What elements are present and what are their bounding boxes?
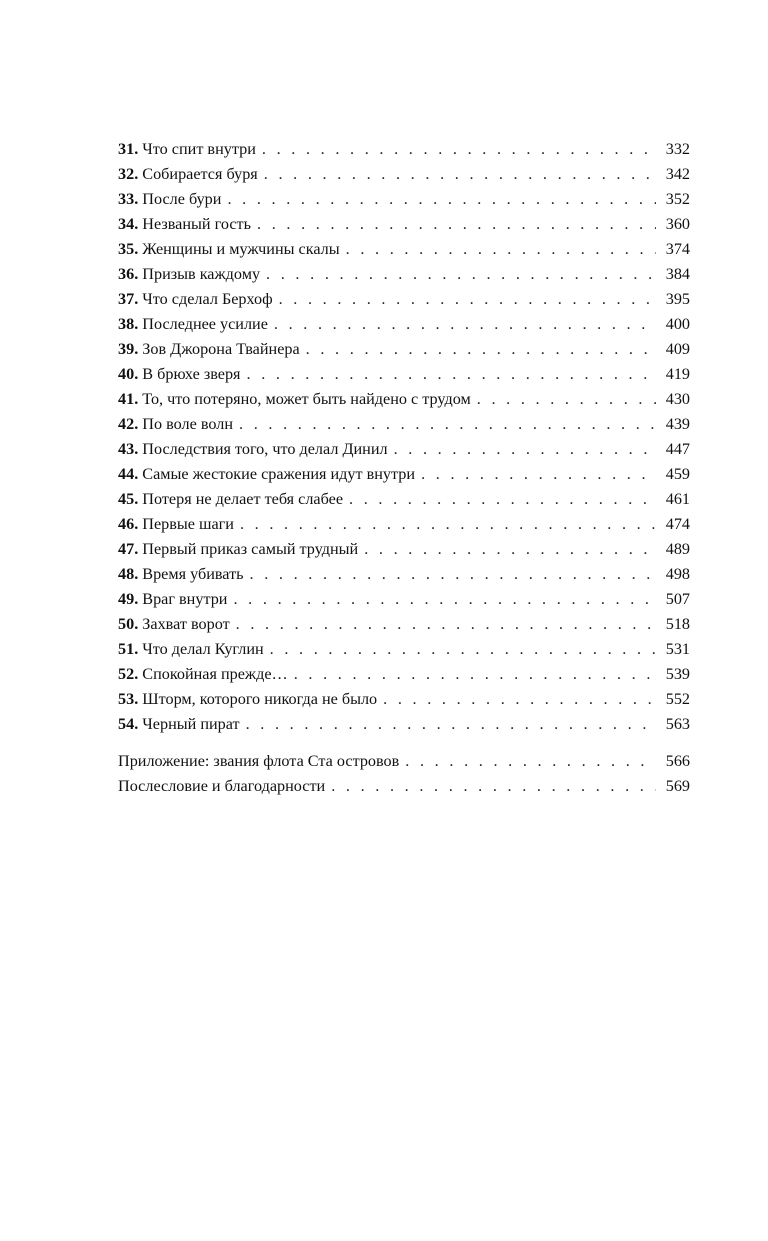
dot-leader bbox=[405, 749, 656, 774]
chapter-title: Женщины и мужчины скалы bbox=[138, 240, 340, 258]
chapter-number: 33. bbox=[118, 190, 139, 208]
dot-leader bbox=[364, 537, 656, 562]
page-number: 384 bbox=[665, 265, 690, 283]
dot-leader bbox=[421, 462, 656, 487]
chapter-number: 35. bbox=[118, 240, 139, 258]
dot-leader bbox=[233, 587, 656, 612]
page-number: 552 bbox=[665, 690, 690, 708]
chapter-title: Первые шаги bbox=[138, 515, 234, 533]
dot-leader bbox=[262, 137, 656, 162]
toc-entry-chapter-41[interactable] bbox=[118, 387, 690, 412]
chapter-number: 42. bbox=[118, 415, 139, 433]
chapter-number: 34. bbox=[118, 215, 139, 233]
toc-entry-chapter-52[interactable] bbox=[118, 662, 690, 687]
page-number: 539 bbox=[665, 665, 690, 683]
chapter-title: Незваный гость bbox=[138, 215, 251, 233]
toc-entry-chapter-47[interactable] bbox=[118, 537, 690, 562]
toc-entry-chapter-53[interactable] bbox=[118, 687, 690, 712]
page-number: 360 bbox=[665, 215, 690, 233]
page-number: 400 bbox=[665, 315, 690, 333]
page-number: 569 bbox=[665, 777, 690, 795]
page-number: 563 bbox=[665, 715, 690, 733]
chapter-number: 40. bbox=[118, 365, 139, 383]
chapter-number: 37. bbox=[118, 290, 139, 308]
page-number: 489 bbox=[665, 540, 690, 558]
chapter-number: 49. bbox=[118, 590, 139, 608]
page-number: 409 bbox=[665, 340, 690, 358]
toc-entry-chapter-49[interactable] bbox=[118, 587, 690, 612]
dot-leader bbox=[477, 387, 656, 412]
dot-leader bbox=[236, 612, 656, 637]
chapter-title: Собирается буря bbox=[138, 165, 258, 183]
page-number: 518 bbox=[665, 615, 690, 633]
dot-leader bbox=[250, 562, 656, 587]
dot-leader bbox=[266, 262, 656, 287]
chapter-number: 52. bbox=[118, 665, 139, 683]
chapter-title: Самые жестокие сражения идут внутри bbox=[138, 465, 416, 483]
chapter-title: Последнее усилие bbox=[138, 315, 268, 333]
dot-leader bbox=[227, 187, 656, 212]
chapter-number: 48. bbox=[118, 565, 139, 583]
chapter-number: 51. bbox=[118, 640, 139, 658]
chapter-title: Последствия того, что делал Динил bbox=[138, 440, 388, 458]
page-number: 374 bbox=[665, 240, 690, 258]
chapter-title: Что сделал Берхоф bbox=[138, 290, 273, 308]
page-number: 461 bbox=[665, 490, 690, 508]
dot-leader bbox=[257, 212, 656, 237]
chapter-title: Первый приказ самый трудный bbox=[138, 540, 359, 558]
dot-leader bbox=[247, 362, 656, 387]
dot-leader bbox=[270, 637, 656, 662]
toc-entry-chapter-37[interactable] bbox=[118, 287, 690, 312]
page-number: 459 bbox=[665, 465, 690, 483]
dot-leader bbox=[331, 774, 656, 799]
chapter-title: В брюхе зверя bbox=[138, 365, 241, 383]
toc-entry-extra-1[interactable] bbox=[118, 749, 690, 774]
chapter-number: 39. bbox=[118, 340, 139, 358]
chapter-number: 41. bbox=[118, 390, 139, 408]
page-number: 498 bbox=[665, 565, 690, 583]
chapter-list bbox=[118, 137, 690, 737]
toc-entry-chapter-38[interactable] bbox=[118, 312, 690, 337]
chapter-title: Спокойная прежде… bbox=[138, 665, 288, 683]
chapter-title: Зов Джорона Твайнера bbox=[138, 340, 300, 358]
chapter-number: 54. bbox=[118, 715, 139, 733]
chapter-title: Что спит внутри bbox=[138, 140, 256, 158]
chapter-number: 36. bbox=[118, 265, 139, 283]
toc-entry-chapter-50[interactable] bbox=[118, 612, 690, 637]
page-number: 419 bbox=[665, 365, 690, 383]
page-number: 342 bbox=[665, 165, 690, 183]
toc-entry-chapter-40[interactable] bbox=[118, 362, 690, 387]
toc-entry-chapter-45[interactable] bbox=[118, 487, 690, 512]
dot-leader bbox=[264, 162, 656, 187]
chapter-number: 50. bbox=[118, 615, 139, 633]
section-spacer bbox=[118, 737, 690, 749]
dot-leader bbox=[274, 312, 656, 337]
dot-leader bbox=[246, 712, 656, 737]
chapter-title: Черный пират bbox=[138, 715, 240, 733]
chapter-number: 31. bbox=[118, 140, 139, 158]
chapter-number: 32. bbox=[118, 165, 139, 183]
dot-leader bbox=[240, 512, 656, 537]
chapter-number: 47. bbox=[118, 540, 139, 558]
chapter-title: Время убивать bbox=[138, 565, 244, 583]
toc-entry-chapter-35[interactable] bbox=[118, 237, 690, 262]
section-title: Приложение: звания флота Ста островов bbox=[118, 752, 400, 770]
dot-leader bbox=[346, 237, 656, 262]
chapter-title: Враг внутри bbox=[138, 590, 228, 608]
page-number: 395 bbox=[665, 290, 690, 308]
page-number: 332 bbox=[665, 140, 690, 158]
toc-entry-chapter-32[interactable] bbox=[118, 162, 690, 187]
dot-leader bbox=[279, 287, 656, 312]
dot-leader bbox=[383, 687, 656, 712]
toc-entry-chapter-31[interactable] bbox=[118, 137, 690, 162]
chapter-title: Что делал Куглин bbox=[138, 640, 264, 658]
extras-list bbox=[118, 749, 690, 799]
chapter-title: По воле волн bbox=[138, 415, 233, 433]
toc-entry-chapter-36[interactable] bbox=[118, 262, 690, 287]
chapter-title: Шторм, которого никогда не было bbox=[138, 690, 378, 708]
chapter-number: 43. bbox=[118, 440, 139, 458]
toc-entry-chapter-46[interactable] bbox=[118, 512, 690, 537]
toc-entry-chapter-44[interactable] bbox=[118, 462, 690, 487]
chapter-title: Захват ворот bbox=[138, 615, 230, 633]
page-number: 474 bbox=[665, 515, 690, 533]
chapter-title: Потеря не делает тебя слабее bbox=[138, 490, 344, 508]
toc-entry-chapter-54[interactable] bbox=[118, 712, 690, 737]
page-number: 507 bbox=[665, 590, 690, 608]
section-title: Послесловие и благодарности bbox=[118, 777, 326, 795]
chapter-number: 46. bbox=[118, 515, 139, 533]
chapter-title: Призыв каждому bbox=[138, 265, 261, 283]
table-of-contents bbox=[118, 137, 690, 799]
toc-entry-chapter-43[interactable] bbox=[118, 437, 690, 462]
toc-entry-chapter-34[interactable] bbox=[118, 212, 690, 237]
toc-entry-extra-2[interactable] bbox=[118, 774, 690, 799]
dot-leader bbox=[349, 487, 656, 512]
toc-entry-chapter-51[interactable] bbox=[118, 637, 690, 662]
page-number: 439 bbox=[665, 415, 690, 433]
chapter-number: 45. bbox=[118, 490, 139, 508]
chapter-number: 53. bbox=[118, 690, 139, 708]
dot-leader bbox=[239, 412, 656, 437]
toc-entry-chapter-42[interactable] bbox=[118, 412, 690, 437]
toc-entry-chapter-39[interactable] bbox=[118, 337, 690, 362]
page-number: 352 bbox=[665, 190, 690, 208]
page-number: 566 bbox=[665, 752, 690, 770]
dot-leader bbox=[306, 337, 656, 362]
chapter-title: После бури bbox=[138, 190, 222, 208]
toc-entry-chapter-33[interactable] bbox=[118, 187, 690, 212]
dot-leader bbox=[394, 437, 656, 462]
page-number: 531 bbox=[665, 640, 690, 658]
dot-leader bbox=[294, 662, 656, 687]
page-number: 430 bbox=[665, 390, 690, 408]
toc-entry-chapter-48[interactable] bbox=[118, 562, 690, 587]
chapter-title: То, что потеряно, может быть найдено с трудом bbox=[138, 390, 471, 408]
chapter-number: 38. bbox=[118, 315, 139, 333]
chapter-number: 44. bbox=[118, 465, 139, 483]
page-number: 447 bbox=[665, 440, 690, 458]
